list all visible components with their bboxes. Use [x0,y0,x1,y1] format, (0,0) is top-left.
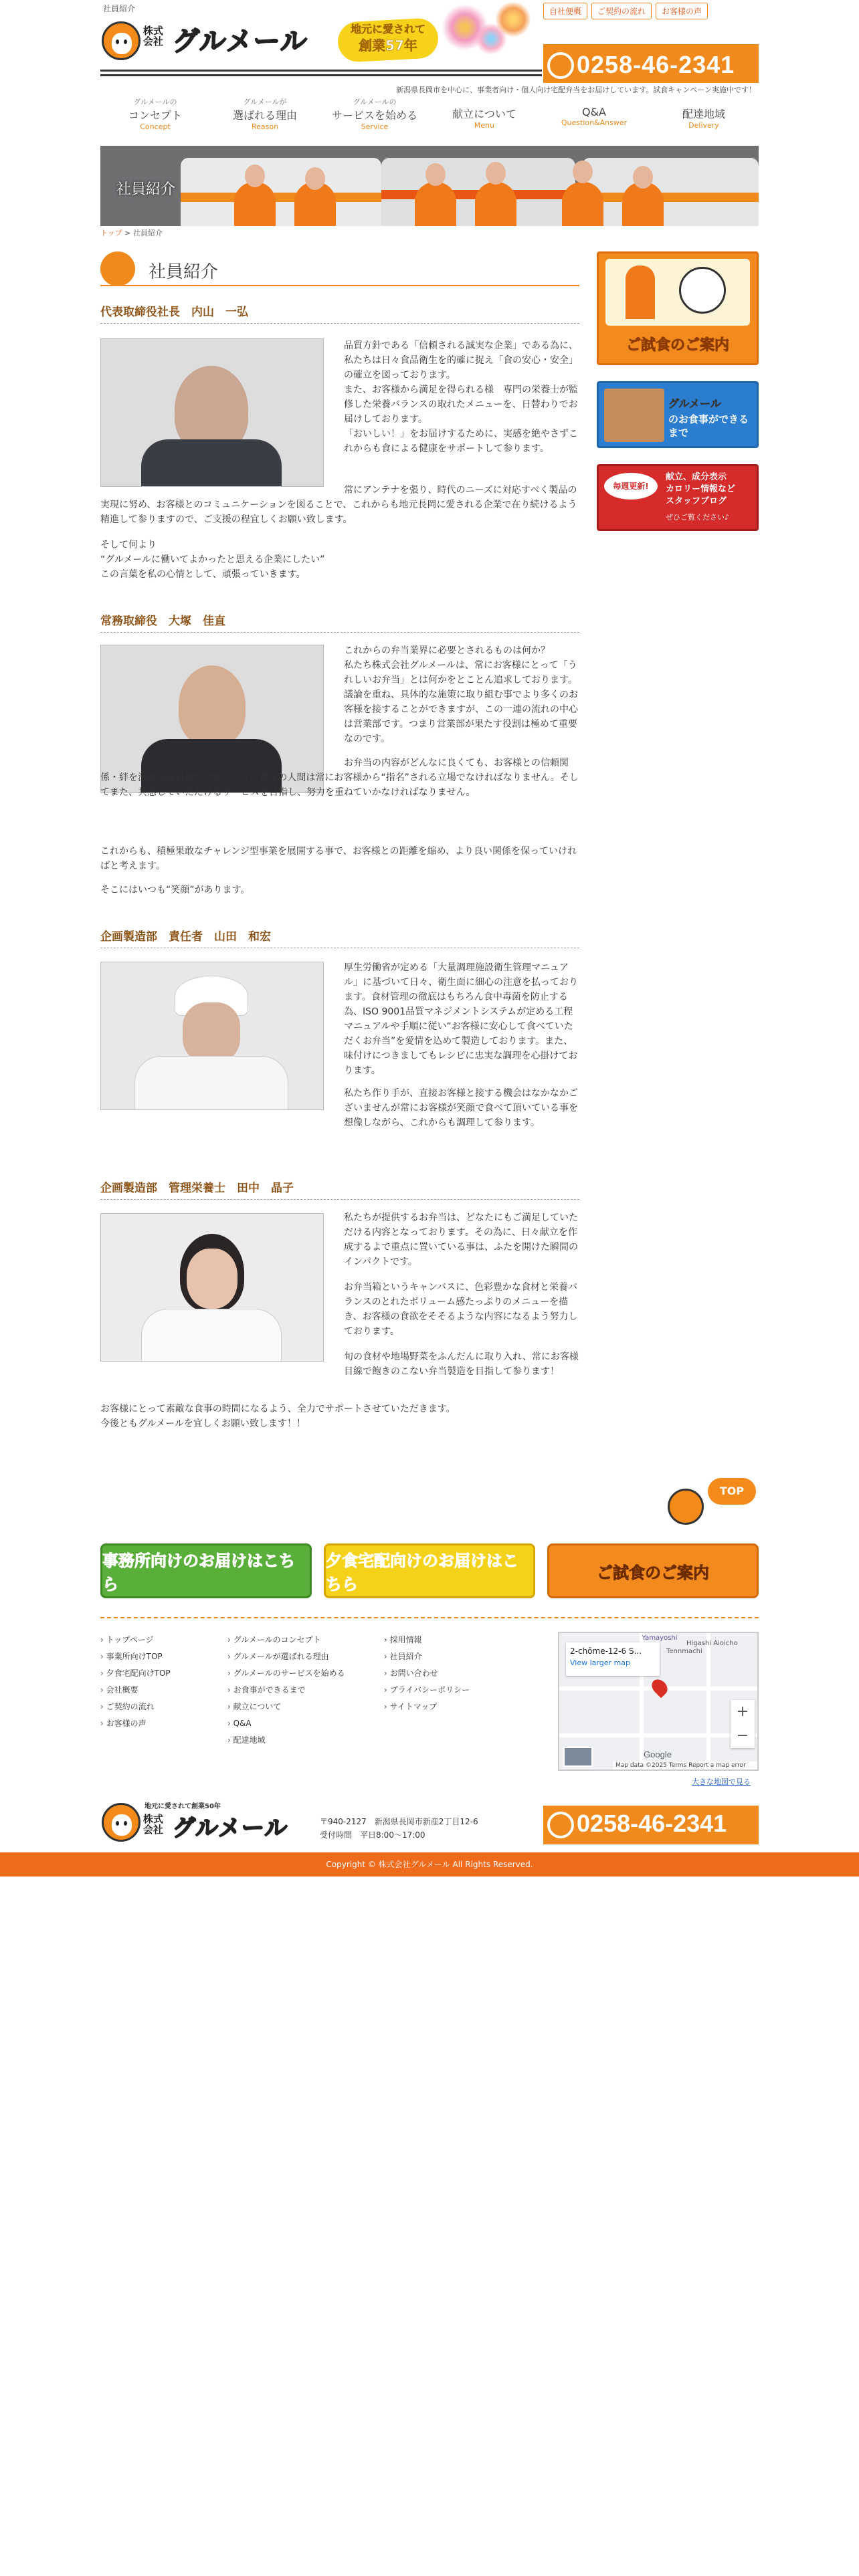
footer-col-1 [100,1632,171,1732]
section-text: そこにはいつも“笑顔”があります。 [100,885,250,895]
top-links [543,3,708,19]
footer-link[interactable]: › 会社概要 [100,1682,171,1699]
map-label: Yamayoshi [642,1634,678,1642]
nav-en: Question&Answer [561,118,628,127]
section-title: 代表取締役社長 内山 一弘 [100,302,579,324]
nav-label: サービスを始める [331,109,417,122]
footer-link[interactable]: › トップページ [100,1632,171,1648]
footer-link[interactable]: › グルメールのコンセプト [227,1632,345,1648]
footer-link[interactable]: › サイトマップ [384,1699,470,1715]
footer-col-2 [227,1632,345,1749]
footer-col-3 [384,1632,470,1715]
nav-label: 選ばれる理由 [232,109,297,122]
nav-concept[interactable] [100,96,210,136]
dinner-delivery-button[interactable]: 夕食宅配向けのお届けはこちら [324,1543,535,1598]
footer-link[interactable]: › 献立について [227,1699,345,1715]
badge-line1: 地元に愛されて [350,23,425,35]
nav-service[interactable] [320,96,430,136]
google-logo: Google [644,1749,672,1759]
footer-hours: 受付時間 平日8:00〜17:00 [320,1830,425,1840]
footer-logo[interactable]: 地元に愛されて創業50年 株式 会社 グルメール [100,1798,341,1846]
header-tagline: 新潟県長岡市を中心に、事業者向け・個人向け宅配弁当をお届けしています。試食キャンペーン実施中です！ [396,86,756,94]
mascot-icon [668,1489,704,1525]
footer-link[interactable]: › お食事ができるまで [227,1682,345,1699]
top-breadcrumb: 社員紹介 [103,4,136,13]
footer-link[interactable]: › 事業所向けTOP [100,1648,171,1665]
nav-small: グルメールが [243,98,287,106]
phone-icon [547,1812,574,1838]
nav-en: Concept [140,122,171,131]
firework-icon [495,1,531,37]
footer-link[interactable]: › 夕食宅配向けTOP [100,1665,171,1682]
hero-image [100,146,759,226]
copyright-bar: Copyright © 株式会社グルメール All Rights Reserved. [0,1852,859,1876]
banner-badge: 毎週更新! [604,473,658,500]
global-nav [100,96,759,136]
section-title: 企画製造部 管理栄養士 田中 晶子 [100,1178,579,1200]
company-prefix: 株式 会社 [143,25,164,47]
page-title-bar [100,251,579,286]
footer-link[interactable]: › グルメールのサービスを始める [227,1665,345,1682]
back-to-top-button[interactable] [668,1478,759,1525]
nav-en: Service [361,122,389,131]
breadcrumb [100,227,163,238]
section-text: お弁当の内容がどんなに良くても、お客様との信頼関係・絆を深める役目は“人”なのです。営業の人間は常にお客様から“指名”される立場でなければなりません。そしてまた、共感していただけるサービスを目指し、努力を重ねていかなければなりません。 [100,758,579,798]
nav-label: Q&A [581,106,606,118]
footer-addr: 〒940-2127 新潟県長岡市新産2丁目12-6 [320,1817,478,1826]
map-view-larger-link[interactable]: View larger map [570,1658,630,1667]
map-larger-link[interactable]: 大きな地図で見る [692,1778,751,1786]
section-text: お客様にとって素敵な食事の時間になるよう、全力でサポートさせていただきます。 今後ともグルメールを宜しくお願い致します！！ [100,1404,456,1429]
footer-link[interactable]: › プライバシーポリシー [384,1682,470,1699]
map-attribution: Map data ©2025 Terms Report a map error [613,1761,759,1769]
section-text: そして何より “グルメールに働いてよかったと思える企業にしたい” この言葉を私の心情として、頑張っていきます。 [100,540,325,580]
section-text: お弁当箱というキャンバスに、色彩豊かな食材と栄養バランスのとれたボリューム感たっぷりのメニューを描き、お客様の食欲をそそるような内容になるよう努力しております。 [344,1282,578,1337]
trial-button[interactable]: ご試食のご案内 [547,1543,759,1598]
map-label: Tennmachi [666,1648,702,1655]
section-text: 私たち作り手が、直接お客様と接する機会はなかなかございませんが常にお客様が笑顔で食べて頂いている事を想像しながら、これからも調理して参ります。 [344,1088,578,1128]
map-info-card [566,1642,660,1676]
footer-link[interactable]: › Q&A [227,1715,345,1732]
footer-divider [100,1617,759,1618]
mascot-icon [102,1803,140,1842]
tel-number: 0258-46-2341 [577,51,735,78]
header-tel[interactable] [543,44,759,83]
map-zoom-control[interactable]: + − [731,1700,755,1748]
link-customer-voice[interactable]: お客様の声 [656,3,708,19]
nav-label: 献立について [452,108,516,120]
link-contract-flow[interactable]: ご契約の流れ [591,3,652,19]
footer-link[interactable]: › 採用情報 [384,1632,470,1648]
section-text: 私たちが提供するお弁当は、どなたにもご満足していただける内容となっております。その為に、日々献立を作成するよで重点に置いている事は、ふたを開けた瞬間のインパクトです。 [344,1212,578,1267]
staff-photo [100,962,324,1110]
nav-menu[interactable] [430,96,539,136]
google-map[interactable] [558,1632,759,1771]
map-label: Higashi Aioicho [686,1640,738,1647]
rail-divider [100,70,542,76]
map-address: 2-chōme-12-6 S... [570,1646,642,1656]
footer-tel[interactable] [543,1806,759,1844]
staff-blog-banner[interactable] [597,464,759,531]
nav-en: Delivery [688,121,719,130]
banner-label: 献立、成分表示 カロリー情報など スタッフブログ [666,472,736,506]
trial-banner[interactable] [597,251,759,365]
nav-small: グルメールの [133,98,177,106]
section-text: 品質方針である「信頼される誠実な企業」である為に、私たちは日々食品衛生を的確に捉え「食の安心・安全」の確立を図っております。 また、お客様から満足を得られる様 専門の栄養士が監修した栄養バランスの取れたメニューを、日替わりでお届けしております。 「おいしい！」をお届けするために、実感を絶やさずこれからも食による健康をサポートして参ります。 [344,340,578,454]
section-title: 常務取締役 大塚 佳直 [100,611,579,633]
top-label: TOP [708,1478,756,1505]
section-text: 旬の食材や地場野菜をふんだんに取り入れ、常にお客様目線で飽きのこない弁当製造を目指して参ります！ [344,1352,579,1377]
banner-sub: ぜひご覧ください♪ [666,513,730,522]
nav-en: Reason [251,122,279,131]
nav-label: コンセプト [128,109,182,122]
hero-title: 社員紹介 [116,181,176,198]
banner-label: ご試食のご案内 [626,337,729,354]
breadcrumb-current: 社員紹介 [132,229,163,237]
nav-qa[interactable] [539,96,649,136]
link-own-vehicle[interactable]: 自社便概 [543,3,587,19]
staff-photo [100,1213,324,1362]
nav-label: 配達地域 [682,108,725,120]
office-delivery-button[interactable]: 事務所向けのお届けはこちら [100,1543,312,1598]
footer-tagline: 地元に愛されて創業50年 [145,1803,221,1810]
brand-name: グルメール [173,26,308,57]
nav-delivery[interactable] [649,96,759,136]
badge-line2: 創業57年 [359,37,417,53]
footer-brand: グルメール [173,1815,288,1842]
footer-link[interactable]: › ご契約の流れ [100,1699,171,1715]
site-logo[interactable] [100,17,338,64]
map-satellite-toggle[interactable] [563,1747,593,1767]
banner-brand: グルメール [668,397,721,410]
footer-link[interactable]: › 社員紹介 [384,1648,470,1665]
banner-label: のお食事ができるまで [668,413,749,439]
section-text: 厚生労働省が定める「大量調理施設衛生管理マニュアル」に基づいて日々、衛生面に細心の注意を払っております。食材管理の徹底はもちろん食中毒菌を防止する為、ISO 9001品質マネジメントシステムが定める工程マニュアルや手順に従い“お客様に安心して食べていただくお弁当”を愛情を込めて製造しております。また、味付けにつきましてもレシピに忠実な調理を心掛けております。 [344,962,578,1076]
bento-icon [100,251,135,286]
section-text: これからも、積極果敢なチャレンジ型事業を展開する事で、お客様との距離を縮め、より良い関係を保っていければと考えます。 [100,846,577,871]
meal-process-banner[interactable] [597,381,759,448]
footer-address [320,1815,478,1842]
page-title: 社員紹介 [149,262,219,282]
mascot-icon [102,21,140,60]
tel-number: 0258-46-2341 [577,1810,727,1837]
section-title: 企画製造部 責任者 山田 和宏 [100,927,579,948]
cta-buttons [100,1543,759,1600]
footer-link[interactable]: › お客様の声 [100,1715,171,1732]
map-pin-icon [649,1677,671,1699]
section-text: 常にアンテナを張り、時代のニーズに対応すべく製品の実現に努め、お客様とのコミュニケーションを図ることで、これからも地元長岡に愛される企業で在り続けるよう精進して参りますので、ご支援の程宜しくお願い致します。 [100,485,577,525]
footer-link[interactable]: › お問い合わせ [384,1665,470,1682]
anniversary-badge [341,21,435,53]
breadcrumb-home[interactable]: トップ [100,229,122,237]
footer-link[interactable]: › グルメールが選ばれる理由 [227,1648,345,1665]
nav-small: グルメールの [353,98,397,106]
phone-icon [547,52,574,79]
nav-reason[interactable] [210,96,320,136]
section-text: これからの弁当業界に必要とされるものは何か？ 私たち株式会社グルメールは、常にお客様にとって「うれしいお弁当」とは何かをとことん追求しております。議論を重ね、具体的な施策に取り組む事でより多くのお客様を接することができますが、この一連の流れの中心は営業部です。つまり営業部が果たす役割は極めて重要なのです。 [344,645,578,744]
nav-en: Menu [474,121,495,130]
breadcrumb-sep: > [122,229,133,237]
footer-link[interactable]: › 配達地域 [227,1732,345,1749]
staff-photo [100,338,324,487]
